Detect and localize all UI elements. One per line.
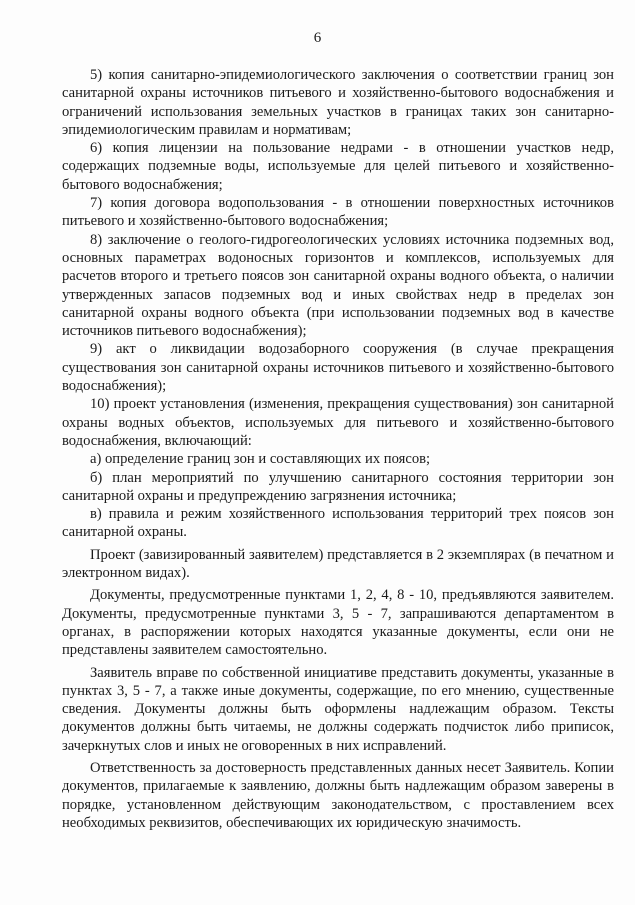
paragraph-item-8: 8) заключение о геолого-гидрогеологических условиях источника подземных вод, основных параметрах водоносных горизонтов и комплексов, используемых для расчетов второго и третьего поясов зон санитарной охраны водного объекта, о наличии утвержденных запасов подземных вод и иных свойствах недр в пределах зон санитарной охраны водного объекта (при использовании подземных вод в качестве источников питьевого водоснабжения);: [62, 231, 614, 340]
document-body: [62, 66, 614, 832]
paragraph-responsibility: Ответственность за достоверность представленных данных несет Заявитель. Копии документов, прилагаемые к заявлению, должны быть надлежащим образом заверены в порядке, установленном действующим законодательством, с проставлением всех необходимых реквизитов, обеспечивающих их юридическую значимость.: [62, 759, 614, 831]
paragraph-item-10: 10) проект установления (изменения, прекращения существования) зон санитарной охраны водных объектов, используемых для питьевого и хозяйственно-бытового водоснабжения, включающий:: [62, 396, 614, 449]
paragraph-project-copies: Проект (завизированный заявителем) представляется в 2 экземплярах (в печатном и электронном видах).: [62, 546, 614, 582]
paragraph-item-6: 6) копия лицензии на пользование недрами - в отношении участков недр, содержащих подземные воды, используемые для целей питьевого и хозяйственно-бытового водоснабжения;: [62, 140, 614, 193]
paragraph-item-9: 9) акт о ликвидации водозаборного сооружения (в случае прекращения существования зон санитарной охраны источников питьевого и хозяйственно-бытового водоснабжения);: [62, 341, 614, 395]
paragraph-subitem-a: а) определение границ зон и составляющих их поясов;: [90, 451, 431, 468]
paragraph-applicant-initiative: Заявитель вправе по собственной инициативе представить документы, указанные в пунктах 3, 5 - 7, а также иные документы, содержащие, по его мнению, существенные сведения. Документы должны быть оформлены надлежащим образом. Тексты документов должны быть читаемы, не должны содержать подчисток либо приписок, зачеркнутых слов и иных не оговоренных в них исправлений.: [62, 664, 614, 754]
paragraph-subitem-v: в) правила и режим хозяйственного использования территорий трех поясов зон санитарной охраны.: [62, 506, 614, 541]
paragraph-item-7: 7) копия договора водопользования - в отношении поверхностных источников питьевого и хозяйственно-бытового водоснабжения;: [62, 195, 614, 230]
paragraph-item-5: 5) копия санитарно-эпидемиологического заключения о соответствии границ зон санитарной охраны источников питьевого и хозяйственно-бытового водоснабжения и ограничений использования земельных участков в границах таких зон санитарно-эпидемиологическим правилам и нормативам;: [62, 67, 614, 138]
paragraph-documents-provided: Документы, предусмотренные пунктами 1, 2, 4, 8 - 10, предъявляются заявителем. Документы, предусмотренные пунктами 3, 5 - 7, запрашиваются департаментом в органах, в распоряжении которых находятся указанные документы, если они не представлены заявителем самостоятельно.: [62, 587, 614, 659]
paragraph-subitem-b: б) план мероприятий по улучшению санитарного состояния территории зон санитарной охраны и предупреждению загрязнения источника;: [62, 469, 614, 504]
page-number: 6: [313, 30, 322, 46]
